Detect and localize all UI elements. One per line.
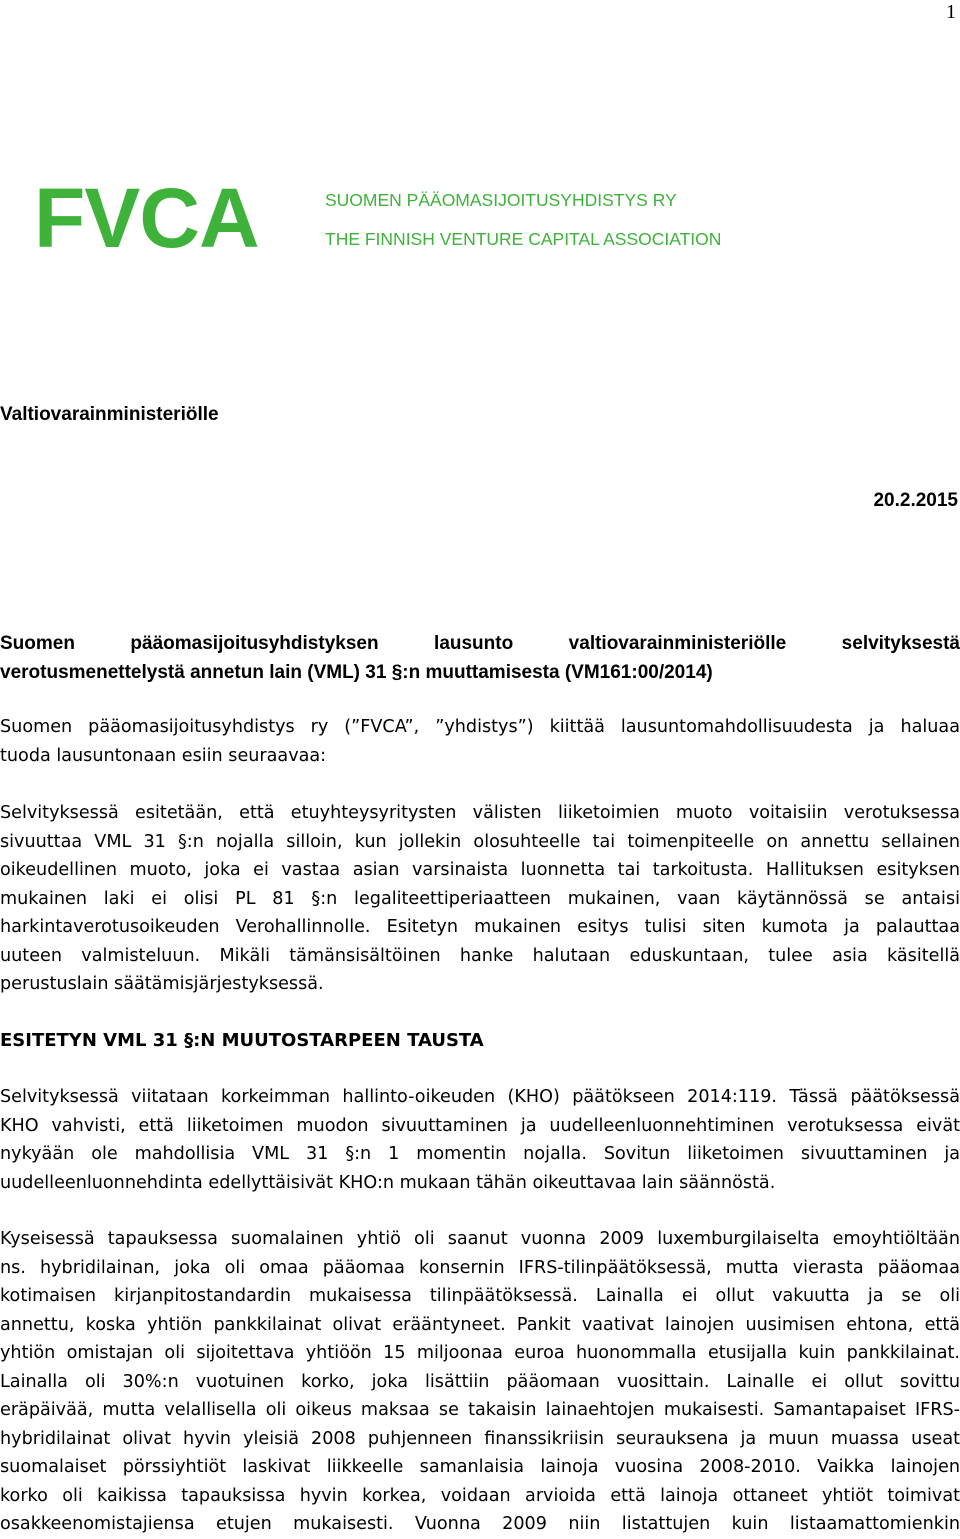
text-line: hybridilainat olivat hyvin yleisiä 2008 puhjenneen finanssikriisin seurauksena ja muun muassa useat (0, 1428, 960, 1449)
text-line: KHO vahvisti, että liiketoimen muodon sivuuttaminen ja uudelleenluonnehtiminen verotuksessa eivät (0, 1115, 960, 1136)
page-number: 1 (946, 1, 956, 23)
text-line: korko oli kaikissa tapauksissa hyvin korkea, voidaan arvioida että lainoja ottaneet yhtiöt toimivat (0, 1485, 960, 1506)
text-line: Kyseisessä tapauksessa suomalainen yhtiö oli saanut vuonna 2009 luxemburgilaiselta emoyhtiöltään (0, 1229, 960, 1249)
text-line: suomalaiset pörssiyhtiöt laskivat liikkeelle samanlaisia lainoja vuosina 2008-2010. Vaikka lainojen (0, 1457, 960, 1477)
paragraph-1 (0, 799, 960, 999)
text-line: oikeudellinen muoto, joka ei vastaa asian varsinaista luonnetta tai tarkoitusta. Hallituksen esityksen (0, 860, 960, 880)
text-line: yhtiön omistajan oli sijoitettava yhtiöön 15 miljoonaa euroa huonommalla etusijalla kuin pankkilainat. (0, 1343, 960, 1363)
paragraph-2 (0, 1083, 960, 1197)
text-line: osakkeenomistajiensa etujen mukaisesti. Vuonna 2009 niin listattujen kuin listaamattomienkin (0, 1514, 960, 1534)
text-line: annettu, koska yhtiön pankkilainat olivat erääntyneet. Pankit vaativat lainojen uusimisen ehtona, että (0, 1314, 960, 1335)
logo-tagline-english: THE FINNISH VENTURE CAPITAL ASSOCIATION (325, 229, 722, 249)
paragraph-3 (0, 1225, 960, 1539)
text-line: Selvityksessä viitataan korkeimman hallinto-oikeuden (KHO) päätökseen 2014:119. Tässä päätöksessä (0, 1087, 960, 1107)
text-line: tuoda lausuntonaan esiin seuraavaa: (0, 745, 327, 766)
text-line: sivuuttaa VML 31 §:n nojalla silloin, kun jollekin olosuhteelle tai toimenpiteelle on annettu sellainen (0, 831, 960, 852)
recipient: Valtiovarainministeriölle (0, 404, 219, 425)
text-line: nykyään ole mahdollisia VML 31 §:n 1 momentin nojalla. Sovitun liiketoimen sivuuttaminen ja (0, 1144, 960, 1164)
text-line: eräpäivää, mutta velallisella oli oikeus maksaa se takaisin lainaehtojen mukaisesti. Samantapaiset IFRS- (0, 1400, 960, 1420)
intro-paragraph (0, 713, 960, 770)
text-line: uudelleenluonnehdinta edellyttäisivät KHO:n mukaan tähän oikeuttavaa lain säännöstä. (0, 1172, 776, 1193)
text-line: mukainen laki ei olisi PL 81 §:n legaliteettiperiaatteen mukainen, vaan käytännössä se antaisi (0, 888, 960, 909)
document-title (0, 630, 960, 687)
text-line: Selvityksessä esitetään, että etuyhteysyritysten välisten liiketoimien muoto voitaisiin verotuksessa (0, 803, 960, 823)
title-line: verotusmenettelystä annetun lain (VML) 31 §:n muuttamisesta (VM161:00/2014) (0, 661, 713, 683)
section-heading: ESITETYN VML 31 §:N MUUTOSTARPEEN TAUSTA (0, 1030, 484, 1051)
text-line: kotimaisen kirjanpitostandardin mukaisessa tilinpäätöksessä. Lainalla ei ollut vakuutta ja se oli (0, 1286, 960, 1306)
title-line: Suomen pääomasijoitusyhdistyksen lausunto valtiovarainministeriölle selvityksestä (0, 633, 960, 654)
logo-tagline-finnish: SUOMEN PÄÄOMASIJOITUSYHDISTYS RY (325, 190, 677, 210)
text-line: perustuslain säätämisjärjestyksessä. (0, 974, 324, 994)
text-line: Lainalla oli 30%:n vuotuinen korko, joka lisättiin pääomaan vuosittain. Lainalle ei ollut sovittu (0, 1371, 960, 1392)
fvca-logo-mark: FVCA (34, 171, 259, 265)
text-line: ns. hybridilainan, joka oli omaa pääomaa konsernin IFRS-tilinpäätöksessä, mutta vierasta pääomaa (0, 1257, 960, 1278)
text-line: Suomen pääomasijoitusyhdistys ry (”FVCA”, ”yhdistys”) kiittää lausuntomahdollisuudesta ja haluaa (0, 717, 960, 737)
text-line: uuteen valmisteluun. Mikäli tämänsisältöinen hanke halutaan eduskuntaan, tulee asia käsitellä (0, 945, 960, 966)
document-date: 20.2.2015 (873, 490, 958, 511)
text-line: harkintaverotusoikeuden Verohallinnolle. Esitetyn mukainen esitys tulisi siten kumota ja palauttaa (0, 917, 960, 937)
